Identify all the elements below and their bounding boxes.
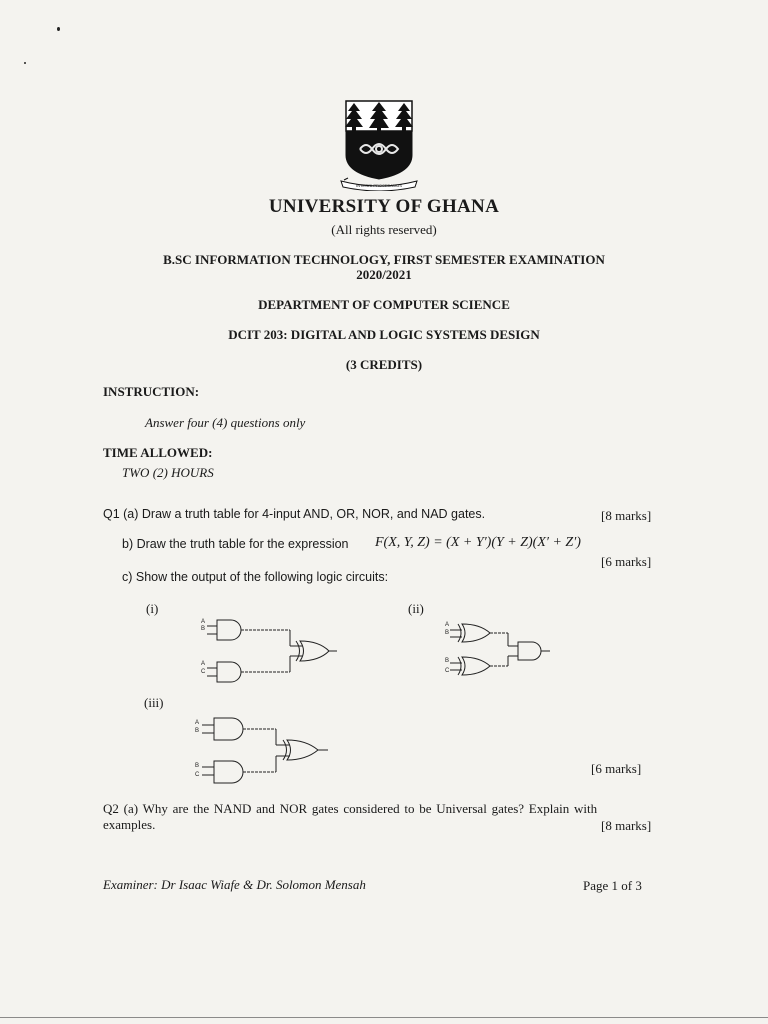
examiner-names: Examiner: Dr Isaac Wiafe & Dr. Solomon Mensah [103, 877, 366, 892]
scan-edge-line [0, 1017, 768, 1018]
q2a-text-line1: Q2 (a) Why are the NAND and NOR gates considered to be Universal gates? Explain with [103, 801, 598, 816]
input-label-a: A [201, 661, 206, 667]
circuit-ii-label: (ii) [408, 601, 424, 616]
input-label-c: C [201, 669, 206, 675]
q1c-marks: [6 marks] [591, 761, 642, 776]
q1b-marks: [6 marks] [601, 554, 652, 569]
university-title: UNIVERSITY OF GHANA [268, 196, 500, 217]
input-label-c: C [195, 772, 200, 778]
q1c-text: c) Show the output of the following logic circuits: [122, 570, 389, 584]
q1a-marks: [8 marks] [601, 508, 652, 523]
instruction-text: Answer four (4) questions only [145, 415, 306, 430]
course-title: DCIT 203: DIGITAL AND LOGIC SYSTEMS DESIGN [228, 327, 540, 342]
circuit-iii-diagram [192, 712, 342, 786]
crest-motto: INTEGRI PROCEDAMUS [355, 183, 403, 188]
scan-speck [24, 62, 26, 64]
input-label-b: B [195, 728, 200, 734]
credits-label: (3 CREDITS) [345, 357, 423, 372]
q1b-expression: F(X, Y, Z) = (X + Y′)(Y + Z)(X′ + Z′) [375, 535, 581, 550]
input-label-b: B [445, 658, 450, 664]
input-label-b: B [445, 630, 450, 636]
page-number: Page 1 of 3 [583, 878, 642, 893]
q1a-text: Q1 (a) Draw a truth table for 4-input AND, OR, NOR, and NAD gates. [103, 507, 486, 521]
circuit-iii-label: (iii) [144, 695, 164, 710]
q1b-text: b) Draw the truth table for the expression [122, 537, 349, 551]
input-label-a: A [445, 622, 450, 628]
department-title: DEPARTMENT OF COMPUTER SCIENCE [258, 297, 510, 312]
instruction-label: INSTRUCTION: [103, 384, 200, 399]
exam-title: B.SC INFORMATION TECHNOLOGY, FIRST SEMESTER EXAMINATION [163, 252, 605, 267]
time-allowed-text: TWO (2) HOURS [122, 465, 214, 480]
q2a-marks: [8 marks] [601, 818, 652, 833]
time-allowed-label: TIME ALLOWED: [103, 445, 213, 460]
circuit-i-label: (i) [146, 601, 159, 616]
input-label-b: B [201, 626, 206, 632]
input-label-c: C [445, 668, 450, 674]
university-crest-icon [338, 99, 420, 191]
rights-note: (All rights reserved) [331, 222, 437, 237]
exam-year: 2020/2021 [356, 267, 412, 282]
q2a-text-line2: examples. [103, 817, 156, 832]
circuit-i-diagram [195, 612, 345, 692]
scan-speck [57, 27, 60, 31]
input-label-a: A [195, 720, 200, 726]
circuit-ii-diagram [440, 616, 560, 686]
input-label-b: B [195, 763, 200, 769]
input-label-a: A [201, 619, 206, 625]
